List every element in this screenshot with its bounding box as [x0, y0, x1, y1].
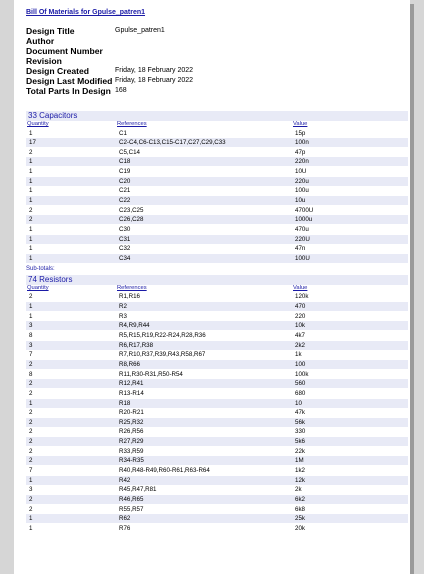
table-row	[26, 505, 408, 514]
references-cell: R26,R56	[119, 428, 144, 436]
value-cell: 4k7	[295, 331, 305, 339]
quantity-cell: 1	[29, 302, 33, 310]
info-label: Document Number	[26, 46, 103, 56]
quantity-cell: 2	[29, 409, 33, 417]
quantity-cell: 2	[29, 496, 33, 504]
column-header-value[interactable]: Value	[293, 284, 308, 291]
table-row	[26, 456, 408, 465]
quantity-cell: 1	[29, 235, 33, 243]
references-cell: R7,R10,R37,R39,R43,R58,R67	[119, 351, 206, 359]
table-row	[26, 360, 408, 369]
table-row	[26, 485, 408, 494]
value-cell: 220U	[295, 235, 310, 243]
references-cell: R33,R59	[119, 447, 144, 455]
quantity-cell: 2	[29, 428, 33, 436]
references-cell: R3	[119, 312, 127, 320]
value-cell: 20k	[295, 525, 305, 533]
quantity-cell: 1	[29, 525, 33, 533]
references-cell: R34-R35	[119, 457, 144, 465]
column-header-references[interactable]: References	[117, 121, 147, 127]
table-row	[26, 350, 408, 359]
quantity-cell: 3	[29, 341, 33, 349]
value-cell: 100U	[295, 255, 310, 263]
info-value: Friday, 18 February 2022	[115, 77, 194, 84]
table-row	[26, 138, 408, 147]
quantity-cell: 1	[29, 168, 33, 176]
info-label: Design Title	[26, 26, 75, 36]
info-value: Friday, 18 February 2022	[115, 67, 194, 74]
references-cell: R55,R57	[119, 505, 144, 513]
references-cell: R76	[119, 525, 131, 533]
info-label: Design Last Modified	[26, 76, 113, 86]
references-cell: R42	[119, 476, 131, 484]
quantity-cell: 2	[29, 389, 33, 397]
references-cell: R13-R14	[119, 389, 144, 397]
references-cell: R45,R47,R81	[119, 486, 157, 494]
references-cell: R4,R9,R44	[119, 322, 150, 330]
document-title-link[interactable]: Bill Of Materials for Gpulse_patren1	[26, 9, 146, 16]
value-cell: 100u	[295, 187, 309, 195]
value-cell: 22k	[295, 447, 305, 455]
table-row	[26, 235, 408, 244]
info-label: Author	[26, 36, 55, 46]
table-row	[26, 379, 408, 388]
value-cell: 220n	[295, 158, 309, 166]
info-label: Revision	[26, 56, 62, 66]
table-row	[26, 389, 408, 398]
table-row	[26, 341, 408, 350]
references-cell: C20	[119, 177, 131, 185]
quantity-cell: 2	[29, 216, 33, 224]
column-header-quantity[interactable]: Quantity	[27, 121, 49, 127]
quantity-cell: 1	[29, 245, 33, 253]
table-row	[26, 177, 408, 186]
value-cell: 47n	[295, 245, 306, 253]
table-row	[26, 524, 408, 533]
value-cell: 2k	[295, 486, 302, 494]
value-cell: 10	[295, 399, 302, 407]
quantity-cell: 1	[29, 158, 33, 166]
references-cell: C34	[119, 255, 131, 263]
quantity-cell: 17	[29, 139, 36, 147]
info-label: Total Parts In Design	[26, 86, 111, 96]
value-cell: 5k6	[295, 438, 305, 446]
value-cell: 560	[295, 380, 306, 388]
value-cell: 1000u	[295, 216, 313, 224]
references-cell: R1,R16	[119, 293, 140, 301]
quantity-cell: 1	[29, 476, 33, 484]
quantity-cell: 1	[29, 129, 33, 137]
references-cell: R5,R15,R19,R22-R24,R28,R36	[119, 331, 206, 339]
value-cell: 120k	[295, 293, 309, 301]
references-cell: C2-C4,C6-C13,C15-C17,C27,C29,C33	[119, 139, 226, 147]
value-cell: 56k	[295, 418, 305, 426]
table-row	[26, 447, 408, 456]
table-row	[26, 157, 408, 166]
value-cell: 100k	[295, 370, 309, 378]
value-cell: 6k2	[295, 496, 305, 504]
quantity-cell: 3	[29, 322, 33, 330]
references-cell: R6,R17,R38	[119, 341, 154, 349]
references-cell: R2	[119, 302, 127, 310]
quantity-cell: 1	[29, 187, 33, 195]
table-row	[26, 321, 408, 330]
value-cell: 4700U	[295, 206, 314, 214]
table-row	[26, 148, 408, 157]
table-row	[26, 215, 408, 224]
column-header-references[interactable]: References	[117, 284, 147, 291]
references-cell: R27,R29	[119, 438, 144, 446]
quantity-cell: 7	[29, 467, 33, 475]
references-cell: C26,C28	[119, 216, 144, 224]
value-cell: 25k	[295, 515, 305, 523]
table-row	[26, 254, 408, 263]
quantity-cell: 1	[29, 399, 33, 407]
quantity-cell: 8	[29, 331, 33, 339]
value-cell: 330	[295, 428, 306, 436]
value-cell: 1M	[295, 457, 304, 465]
references-cell: R11,R30-R31,R50-R54	[119, 370, 183, 378]
quantity-cell: 1	[29, 515, 33, 523]
value-cell: 220	[295, 312, 306, 320]
table-row	[26, 466, 408, 475]
quantity-cell: 2	[29, 360, 33, 368]
column-header-value[interactable]: Value	[293, 121, 308, 127]
references-cell: C18	[119, 158, 131, 166]
references-cell: R62	[119, 515, 131, 523]
quantity-cell: 2	[29, 293, 33, 301]
references-cell: C30	[119, 226, 131, 234]
value-cell: 10U	[295, 168, 307, 176]
table-row	[26, 186, 408, 195]
quantity-cell: 3	[29, 486, 33, 494]
table-row	[26, 129, 408, 138]
references-cell: C5,C14	[119, 148, 140, 156]
quantity-cell: 2	[29, 505, 33, 513]
references-cell: R25,R32	[119, 418, 144, 426]
references-cell: C22	[119, 197, 131, 205]
value-cell: 12k	[295, 476, 305, 484]
value-cell: 2k2	[295, 341, 305, 349]
column-header-quantity[interactable]: Quantity	[27, 284, 49, 291]
references-cell: C31	[119, 235, 131, 243]
value-cell: 1k2	[295, 467, 305, 475]
table-row	[26, 514, 408, 523]
value-cell: 470u	[295, 226, 309, 234]
value-cell: 6k8	[295, 505, 305, 513]
table-row	[26, 225, 408, 234]
table-row	[26, 437, 408, 446]
table-row	[26, 399, 408, 408]
quantity-cell: 2	[29, 457, 33, 465]
table-row	[26, 370, 408, 379]
quantity-cell: 1	[29, 255, 33, 263]
quantity-cell: 1	[29, 226, 33, 234]
references-cell: C21	[119, 187, 131, 195]
value-cell: 470	[295, 302, 306, 310]
quantity-cell: 2	[29, 206, 33, 214]
references-cell: C1	[119, 129, 127, 137]
quantity-cell: 2	[29, 447, 33, 455]
quantity-cell: 2	[29, 418, 33, 426]
table-row	[26, 408, 408, 417]
table-row	[26, 476, 408, 485]
value-cell: 100n	[295, 139, 309, 147]
quantity-cell: 2	[29, 438, 33, 446]
quantity-cell: 2	[29, 148, 33, 156]
page-shadow	[410, 4, 414, 574]
table-row	[26, 196, 408, 205]
section-heading: 33 Capacitors	[26, 111, 408, 121]
value-cell: 10u	[295, 197, 306, 205]
table-row	[26, 427, 408, 436]
section-heading: 74 Resistors	[26, 275, 408, 285]
references-cell: R20-R21	[119, 409, 144, 417]
references-cell: R40,R48-R49,R60-R61,R63-R64	[119, 467, 210, 475]
table-row	[26, 292, 408, 301]
info-label: Design Created	[26, 66, 90, 76]
references-cell: R18	[119, 399, 131, 407]
references-cell: C19	[119, 168, 131, 176]
value-cell: 10k	[295, 322, 305, 330]
quantity-cell: 7	[29, 351, 33, 359]
value-cell: 1k	[295, 351, 302, 359]
table-row	[26, 495, 408, 504]
references-cell: R8,R66	[119, 360, 140, 368]
info-value: 168	[115, 87, 127, 94]
value-cell: 220u	[295, 177, 309, 185]
table-row	[26, 167, 408, 176]
value-cell: 680	[295, 389, 306, 397]
value-cell: 47p	[295, 148, 306, 156]
table-row	[26, 331, 408, 340]
subtotals-label: Sub-totals:	[26, 265, 55, 272]
quantity-cell: 1	[29, 312, 33, 320]
quantity-cell: 2	[29, 380, 33, 388]
references-cell: C23,C25	[119, 206, 144, 214]
references-cell: R12,R41	[119, 380, 144, 388]
value-cell: 15p	[295, 129, 306, 137]
info-value: Gpulse_patren1	[115, 27, 165, 34]
quantity-cell: 8	[29, 370, 33, 378]
quantity-cell: 1	[29, 177, 33, 185]
quantity-cell: 1	[29, 197, 33, 205]
value-cell: 100	[295, 360, 306, 368]
table-row	[26, 302, 408, 311]
value-cell: 47k	[295, 409, 305, 417]
references-cell: R46,R65	[119, 496, 144, 504]
table-row	[26, 206, 408, 215]
table-row	[26, 418, 408, 427]
table-row	[26, 312, 408, 321]
references-cell: C32	[119, 245, 131, 253]
table-row	[26, 244, 408, 253]
